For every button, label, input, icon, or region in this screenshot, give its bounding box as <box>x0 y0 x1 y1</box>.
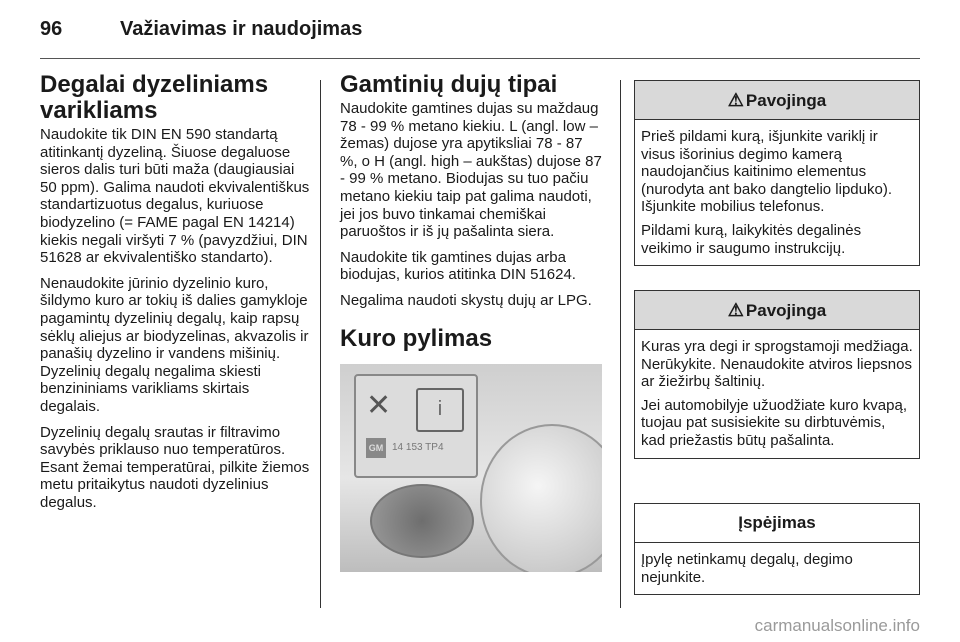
section-heading-refuelling: Kuro pylimas <box>340 324 493 352</box>
paragraph: Pildami kurą, laikykitės degalinės veikimo ir saugumo instrukcijų. <box>641 221 862 257</box>
watermark: carmanualsonline.info <box>754 616 920 635</box>
no-flame-icon: ✕ <box>366 388 392 422</box>
section-heading-diesel: Degalai dyzeliniams varikliams <box>40 71 269 124</box>
paragraph: Prieš pildami kurą, išjunkite variklį ir visus išorinius degimo kamerą naudojančius kaitinimo elementus (nurodyta ant bako dangtelio lipduko). Išjunkite mobilius telefonus. <box>641 128 893 216</box>
danger-box-body <box>635 330 919 458</box>
chapter-title: Važiavimas ir naudojimas <box>120 18 363 40</box>
paragraph: Įpylę netinkamų degalų, degimo nejunkite. <box>641 551 853 586</box>
column-gas <box>340 72 604 572</box>
danger-title: Pavojinga <box>745 301 827 320</box>
danger-box-2 <box>634 290 920 459</box>
danger-title: Pavojinga <box>745 91 827 110</box>
fuel-label-sticker <box>354 374 478 478</box>
column-diesel <box>40 72 312 519</box>
danger-box-header <box>635 291 919 330</box>
warning-triangle-icon: ⚠ <box>727 90 744 110</box>
paragraph: Negalima naudoti skystų dujų ar LPG. <box>340 291 592 309</box>
section-heading-gas-types: Gamtinių dujų tipai <box>340 71 558 98</box>
filler-neck <box>370 484 474 558</box>
caution-box-header: Įspėjimas <box>635 504 919 543</box>
paragraph: Jei automobilyje užuodžiate kuro kvapą, tuojau pat susisiekite su dirbtuvėmis, kad priežastis būtų pašalinta. <box>641 396 907 449</box>
danger-box-1 <box>634 80 920 266</box>
page-header <box>40 18 920 58</box>
paragraph: Naudokite tik DIN EN 590 standartą atitinkantį dyzeliną. Šiuose degaluose sieros dalis turi būti maža (daugiausiai 50 ppm). Galima naudoti ekvivalentiškus standartizuotus degalus, kuriuose biodyzelino (= FAME pagal EN 14214) kiekis negali viršyti 7 % (pavyzdžiui, DIN 51628 ar ekvivalentiško standarto). <box>40 126 310 267</box>
page-number: 96 <box>40 18 63 40</box>
paragraph: Kuras yra degi ir sprogstamoji medžiaga. Nerūkykite. Nenaudokite atviros liepsnos ar žiežirbų šaltinių. <box>641 338 913 391</box>
header-divider <box>40 58 920 59</box>
paragraph: Naudokite tik gamtines dujas arba biodujas, kurios atitinka DIN 51624. <box>340 248 576 284</box>
gm-logo: GM <box>366 438 386 458</box>
caution-box-body <box>635 543 919 594</box>
paragraph: Naudokite gamtines dujas su maždaug 78 - 99 % metano kiekiu. L (angl. low – žemas) dujose yra apytiksliai 78 - 87 %, o H (angl. high – aukštas) dujose 87 - 99 % metano. Biodujas su tuo pačiu metano kiekiu taip pat galima naudoti, jei jos buvo tinkamai chemiškai paruoštos ir iš jų pašalinta siera. <box>340 100 602 241</box>
paragraph: Nenaudokite jūrinio dyzelinio kuro, šildymo kuro ar tokių iš dalies gamykloje pagamintų dyzelinių degalų, kaip rapsų sėklų aliejus ar biodyzelinas, akvazolis ir panašių dyzelino ir vandens mišinių. Dyzelinių degalų negalima skiesti benzininiams varikliams skirtais degalais. <box>40 274 309 415</box>
manual-book-icon: i <box>416 388 464 432</box>
caution-box <box>634 503 920 595</box>
column-divider-1 <box>320 80 321 608</box>
column-divider-2 <box>620 80 621 608</box>
danger-box-body <box>635 120 919 265</box>
danger-box-header <box>635 81 919 120</box>
fuel-filler-flap <box>480 424 602 572</box>
warning-triangle-icon: ⚠ <box>727 300 744 320</box>
label-code: 14 153 TP4 <box>392 441 444 453</box>
paragraph: Dyzelinių degalų srautas ir filtravimo savybės priklauso nuo temperatūros. Esant žemai temperatūrai, pilkite žiemos metu pritaikytus naudoti dyzelinius degalus. <box>40 423 310 511</box>
fuel-filler-photo <box>340 364 602 572</box>
